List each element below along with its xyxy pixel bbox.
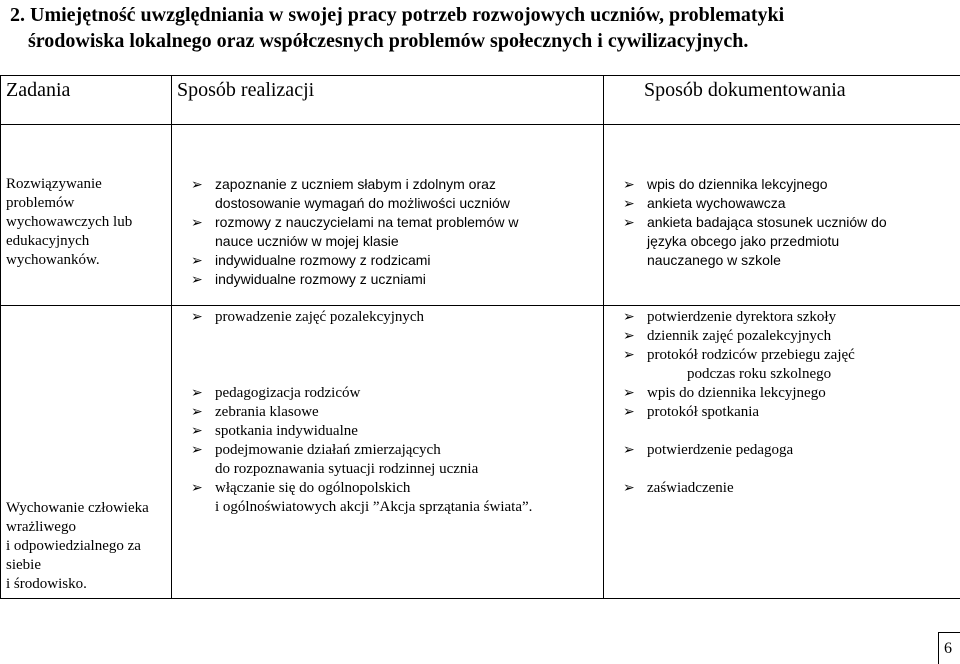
list-item-text: zebrania klasowe <box>215 404 319 420</box>
page-number: 6 <box>944 640 952 657</box>
header-tasks: Zadania <box>1 76 172 125</box>
documentation-list <box>609 175 956 270</box>
table-row <box>1 306 960 599</box>
list-item-text: protokół spotkania <box>647 404 760 420</box>
list-item-text: potwierdzenie pedagoga <box>647 442 794 458</box>
list-item <box>177 479 598 517</box>
task-cell <box>1 125 172 306</box>
list-item-text: ankieta badająca stosunek uczniów do <box>647 214 887 230</box>
arrow-bullet-icon: ➢ <box>191 214 203 230</box>
list-item-text: ankieta wychowawcza <box>647 195 786 211</box>
list-item <box>177 270 598 289</box>
list-item <box>609 175 956 194</box>
list-item-text: spotkania indywidualne <box>215 423 358 439</box>
task-text-line: edukacyjnych <box>6 233 90 249</box>
list-item-text: wpis do dziennika lekcyjnego <box>647 385 826 401</box>
page-number-frame-top <box>938 632 960 633</box>
list-item <box>609 213 956 270</box>
arrow-bullet-icon: ➢ <box>191 481 203 496</box>
header-documentation: Sposób dokumentowania <box>604 76 960 125</box>
list-item-text: dostosowanie wymagań do możliwości uczniów <box>215 195 510 211</box>
task-text-line: wychowawczych lub <box>6 214 133 230</box>
task-text-line: Wychowanie człowieka <box>6 500 149 516</box>
methods-list <box>177 308 598 517</box>
list-item-text: potwierdzenie dyrektora szkoły <box>647 309 837 325</box>
arrow-bullet-icon: ➢ <box>623 195 635 211</box>
documentation-cell <box>604 306 960 599</box>
list-item-text: zapoznanie z uczniem słabym i zdolnym oraz <box>215 176 496 192</box>
table-header-row <box>1 76 960 125</box>
list-item <box>609 403 956 422</box>
list-item <box>609 194 956 213</box>
list-item <box>609 346 956 384</box>
plan-table <box>0 75 960 599</box>
list-item-text: pedagogizacja rodziców <box>215 385 361 401</box>
arrow-bullet-icon: ➢ <box>623 329 635 344</box>
arrow-bullet-icon: ➢ <box>623 348 635 363</box>
arrow-bullet-icon: ➢ <box>191 252 203 268</box>
list-item-text: zaświadczenie <box>647 480 734 496</box>
list-item <box>177 213 598 251</box>
list-item-text: prowadzenie zajęć pozalekcyjnych <box>215 309 425 325</box>
task-cell <box>1 306 172 599</box>
arrow-bullet-icon: ➢ <box>191 443 203 458</box>
list-item <box>609 479 956 498</box>
list-item-text: języka obcego jako przedmiotu <box>647 233 840 249</box>
list-item-text: dziennik zajęć pozalekcyjnych <box>647 328 832 344</box>
table-row <box>1 125 960 306</box>
header-methods: Sposób realizacji <box>172 76 604 125</box>
list-item <box>609 384 956 403</box>
arrow-bullet-icon: ➢ <box>623 214 635 230</box>
page-number-frame-left <box>938 632 939 664</box>
list-item-text: i ogólnoświatowych akcji ”Akcja sprzątania świata”. <box>215 499 533 515</box>
list-item-text: włączanie się do ogólnopolskich <box>215 480 411 496</box>
list-item <box>177 251 598 270</box>
list-item-text: podczas roku szkolnego <box>687 366 832 382</box>
methods-cell <box>172 125 604 306</box>
list-item <box>609 327 956 346</box>
arrow-bullet-icon: ➢ <box>623 176 635 192</box>
list-item-text: nauczanego w szkole <box>647 252 781 268</box>
documentation-list <box>609 308 956 498</box>
arrow-bullet-icon: ➢ <box>623 386 635 401</box>
arrow-bullet-icon: ➢ <box>191 424 203 439</box>
section-heading-line-1: 2. Umiejętność uwzględniania w swojej pracy potrzeb rozwojowych uczniów, problematyki <box>10 4 785 26</box>
arrow-bullet-icon: ➢ <box>191 271 203 287</box>
documentation-cell <box>604 125 960 306</box>
methods-cell <box>172 306 604 599</box>
arrow-bullet-icon: ➢ <box>191 386 203 401</box>
task-text-line: wychowanków. <box>6 252 100 268</box>
task-text-line: problemów <box>6 195 75 211</box>
list-item-text: rozmowy z nauczycielami na temat problemów w <box>215 214 519 230</box>
section-heading-line-2: środowiska lokalnego oraz współczesnych problemów społecznych i cywilizacyjnych. <box>28 30 749 52</box>
list-item-text: podejmowanie działań zmierzających <box>215 442 441 458</box>
task-text-line: siebie <box>6 557 41 573</box>
list-item <box>609 441 956 460</box>
task-text-line: i środowisko. <box>6 576 87 592</box>
list-item-text: wpis do dziennika lekcyjnego <box>647 176 828 192</box>
list-item <box>177 422 598 441</box>
arrow-bullet-icon: ➢ <box>623 443 635 458</box>
arrow-bullet-icon: ➢ <box>623 405 635 420</box>
arrow-bullet-icon: ➢ <box>623 481 635 496</box>
list-item-text: indywidualne rozmowy z rodzicami <box>215 252 431 268</box>
task-text-line: i odpowiedzialnego za <box>6 538 141 554</box>
arrow-bullet-icon: ➢ <box>191 176 203 192</box>
arrow-bullet-icon: ➢ <box>191 405 203 420</box>
list-item-text: do rozpoznawania sytuacji rodzinnej ucznia <box>215 461 479 477</box>
list-item <box>177 384 598 403</box>
arrow-bullet-icon: ➢ <box>623 310 635 325</box>
list-item <box>609 308 956 327</box>
list-item <box>177 403 598 422</box>
list-item-text: protokół rodziców przebiegu zajęć <box>647 347 855 363</box>
list-item-text: indywidualne rozmowy z uczniami <box>215 271 426 287</box>
task-text-line: Rozwiązywanie <box>6 176 102 192</box>
task-text-line: wrażliwego <box>6 519 76 535</box>
list-item-text: nauce uczniów w mojej klasie <box>215 233 399 249</box>
list-item <box>177 308 598 327</box>
list-item <box>177 441 598 479</box>
methods-list <box>177 175 598 289</box>
list-item <box>177 175 598 213</box>
arrow-bullet-icon: ➢ <box>191 310 203 325</box>
